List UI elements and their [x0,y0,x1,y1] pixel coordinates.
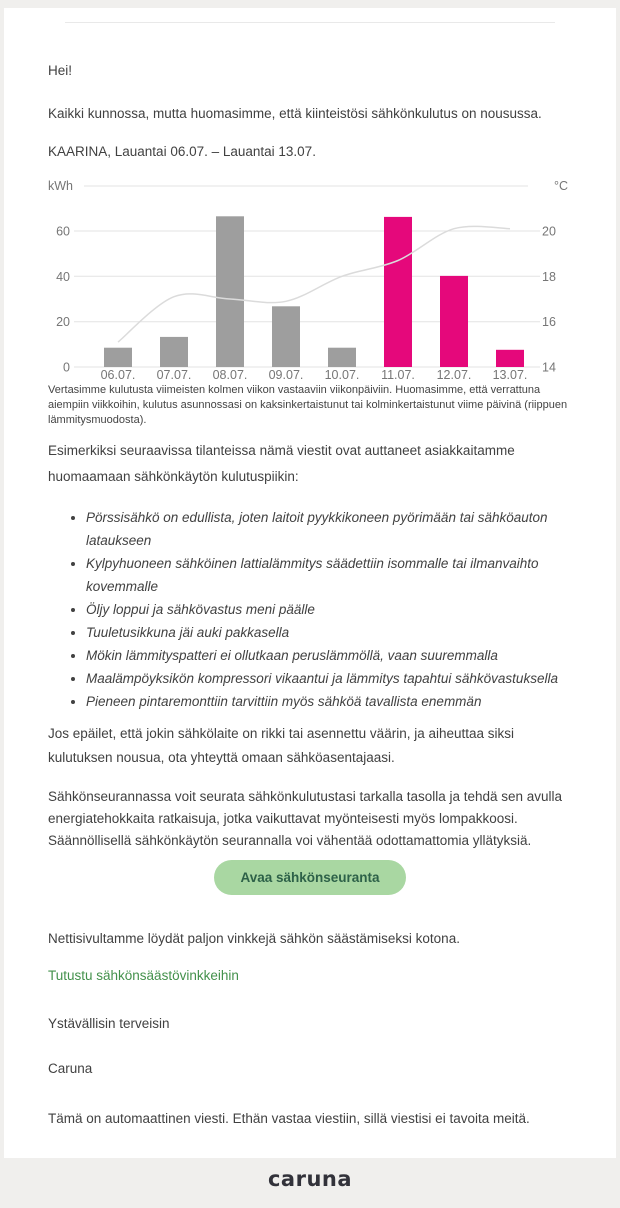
email-body [48,59,572,1131]
caruna-logo: caruna [267,1167,353,1191]
disclaimer: Tämä on automaattinen viesti. Ethän vastaa viestiin, sillä viestisi ei tavoita meitä. [48,1111,530,1126]
x-axis-tick: 11.07. [381,368,415,382]
list-item: • Pieneen pintaremonttiin tarvittiin myös sähköä tavallista enemmän [86,690,572,713]
right-axis-tick: 14 [542,360,556,375]
right-axis-tick: 16 [542,315,556,330]
list-item: • Maalämpöyksikön kompressori vikaantui ja lämmitys tapahtui sähkövastuksella [86,667,572,690]
top-divider [65,22,555,23]
x-axis-tick: 07.07. [156,368,192,382]
bar-09.07. [272,306,300,367]
savings-tips-link[interactable]: Tutustu sähkönsäästövinkkeihin [48,968,239,983]
x-axis-tick: 09.07. [268,368,304,382]
signature: Caruna [48,1061,93,1076]
intro-text: Kaikki kunnossa, mutta huomasimme, että kiinteistösi sähkönkulutus on nousussa. [48,106,542,121]
bar-06.07. [104,348,132,367]
cta-row [48,860,572,895]
consumption-temperature-chart [48,175,568,383]
bar-08.07. [216,216,244,367]
greeting: Hei! [48,63,73,78]
left-axis-tick: 40 [56,269,70,284]
x-axis-tick: 13.07. [492,368,528,382]
list-item: • Pörssisähkö on edullista, joten laitoit pyykkikoneen pyörimään tai sähköauton lataukseen [86,506,572,552]
left-axis-tick: 0 [63,360,70,375]
open-tracking-button[interactable]: Avaa sähkönseuranta [214,860,405,895]
x-axis-tick: 12.07. [436,368,472,382]
suspect-paragraph: Jos epäilet, että jokin sähkölaite on rikki tai asennettu väärin, ja aiheuttaa siksi kulutuksen nousua, ota yhteyttä omaan sähköasentajaasi. [48,726,515,765]
x-axis-tick: 06.07. [100,368,136,382]
bar-12.07. [440,276,468,367]
left-axis-tick: 60 [56,224,70,239]
examples-list [48,506,572,713]
list-item: • Kylpyhuoneen sähköinen lattialämmitys säädettiin isommalle tai ilmanvaihto kovemmalle [86,552,572,598]
left-axis-tick: 20 [56,315,70,330]
list-item: • Öljy loppui ja sähkövastus meni päälle [86,598,572,621]
footer [0,1158,620,1200]
email-card [4,8,616,1158]
tips-text: Nettisivultamme löydät paljon vinkkejä sähkön säästämiseksi kotona. [48,931,460,946]
tips-link-row [48,964,572,988]
bar-13.07. [496,350,524,367]
bar-11.07. [384,217,412,367]
right-axis-tick: 18 [542,269,556,284]
tracking-paragraph: Sähkönseurannassa voit seurata sähkönkulutustasi tarkalla tasolla ja tehdä sen avulla energiatehokkaita ratkaisuja, jotka vaikuttavat myönteisesti myös lompakkoosi. Säännöllisellä sähkönkäytön seurannalla voi vähentää odottamattomia yllätyksiä. [48,789,563,848]
left-axis-unit: kWh [48,179,73,193]
chart-caption: Vertasimme kulutusta viimeisten kolmen viikon vastaaviin viikonpäiviin. Huomasimme, että verrattuna aiempiin viikkoihin, kulutus asunnossasi on kaksinkertaistunut tai kolminkertaistunut viime päivinä (riippuen lämmitysmuodosta). [48,384,568,426]
right-axis-tick: 20 [542,224,556,239]
list-item: • Tuuletusikkuna jäi auki pakkasella [86,621,572,644]
list-item: • Mökin lämmityspatteri ei ollutkaan peruslämmöllä, vaan suuremmalla [86,644,572,667]
examples-intro: Esimerkiksi seuraavissa tilanteissa nämä viestit ovat auttaneet asiakkaitamme huomaamaan sähkönkäytön kulutuspiikin: [48,443,515,484]
right-axis-unit: °C [553,179,568,193]
location-period: KAARINA, Lauantai 06.07. – Lauantai 13.07. [48,144,316,159]
x-axis-tick: 08.07. [212,368,248,382]
regards: Ystävällisin terveisin [48,1016,170,1031]
x-axis-tick: 10.07. [324,368,360,382]
bar-10.07. [328,348,356,367]
bar-07.07. [160,337,188,367]
